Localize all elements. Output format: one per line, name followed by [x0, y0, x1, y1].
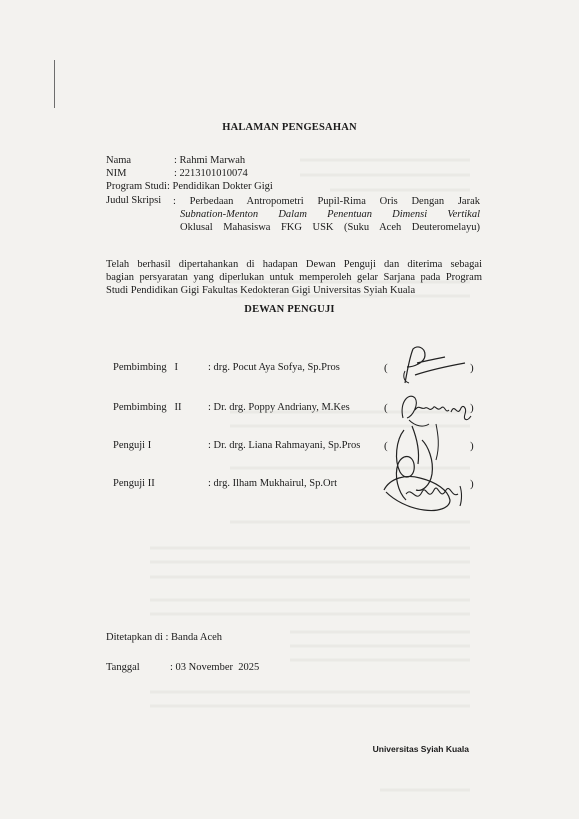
prodi-row	[106, 181, 273, 192]
judul-label: Judul Skripsi	[106, 195, 162, 206]
examiner-role: Pembimbing II	[113, 402, 182, 413]
statement-line: Studi Pendidikan Gigi Fakultas Kedokteran Gigi Universitas Syiah Kuala	[106, 285, 416, 296]
signature-paren-close: )	[470, 402, 474, 414]
page-title: HALAMAN PENGESAHAN	[222, 122, 357, 133]
signature-paren-close: )	[470, 362, 474, 374]
statement-line: bagian persyaratan yang diperlukan untuk memperoleh gelar Sarjana pada Program	[106, 272, 482, 283]
statement-paragraph	[106, 258, 482, 297]
nama-value: : Rahmi Marwah	[174, 155, 246, 166]
footer-university: Universitas Syiah Kuala	[372, 744, 469, 754]
scan-edge-mark	[54, 60, 55, 108]
examiner-name: : Dr. drg. Liana Rahmayani, Sp.Pros	[208, 440, 361, 451]
nim-row	[106, 168, 248, 179]
signature-penguji-1-2	[376, 420, 471, 515]
ditetapkan-row	[106, 632, 222, 643]
judul-row	[106, 195, 174, 206]
examiner-role: Pembimbing I	[113, 362, 179, 373]
nim-value: : 2213101010074	[174, 168, 248, 179]
statement-line: Telah berhasil dipertahankan di hadapan Dewan Penguji dan diterima sebagai	[106, 259, 482, 270]
ditetapkan-label: Ditetapkan di	[106, 632, 163, 643]
tanggal-row	[106, 662, 259, 673]
nim-label: NIM	[106, 168, 127, 179]
judul-line: Oklusal Mahasiswa FKG USK (Suku Aceh Deuteromelayu)	[180, 222, 480, 233]
examiner-role: Penguji I	[113, 440, 152, 451]
prodi-label: Program Studi	[106, 181, 167, 192]
nama-label: Nama	[106, 155, 132, 166]
judul-line: : Perbedaan Antropometri Pupil-Rima Oris Dengan Jarak	[173, 196, 480, 207]
examiner-name: : drg. Ilham Mukhairul, Sp.Ort	[208, 478, 338, 489]
judul-line-text: Subnation-Menton Dalam Penentuan Dimensi Vertikal	[180, 209, 480, 220]
examiner-role: Penguji II	[113, 478, 155, 489]
signature-paren-close: )	[470, 440, 474, 452]
ditetapkan-value: : Banda Aceh	[165, 632, 223, 643]
dewan-penguji-title: DEWAN PENGUJI	[244, 304, 335, 315]
examiner-name: : drg. Pocut Aya Sofya, Sp.Pros	[208, 362, 340, 373]
prodi-value: : Pendidikan Dokter Gigi	[166, 181, 273, 192]
signature-paren-open: (	[384, 402, 388, 414]
tanggal-value: : 03 November 2025	[170, 662, 260, 673]
judul-line	[173, 208, 480, 221]
tanggal-label: Tanggal	[106, 662, 140, 673]
signature-paren-open: (	[384, 440, 388, 452]
examiner-name: : Dr. drg. Poppy Andriany, M.Kes	[208, 402, 350, 413]
signature-paren-open: (	[384, 362, 388, 374]
judul-value	[173, 195, 480, 234]
signature-paren-close: )	[470, 478, 474, 490]
signature-pembimbing-1	[395, 345, 470, 387]
nama-row	[106, 155, 245, 166]
